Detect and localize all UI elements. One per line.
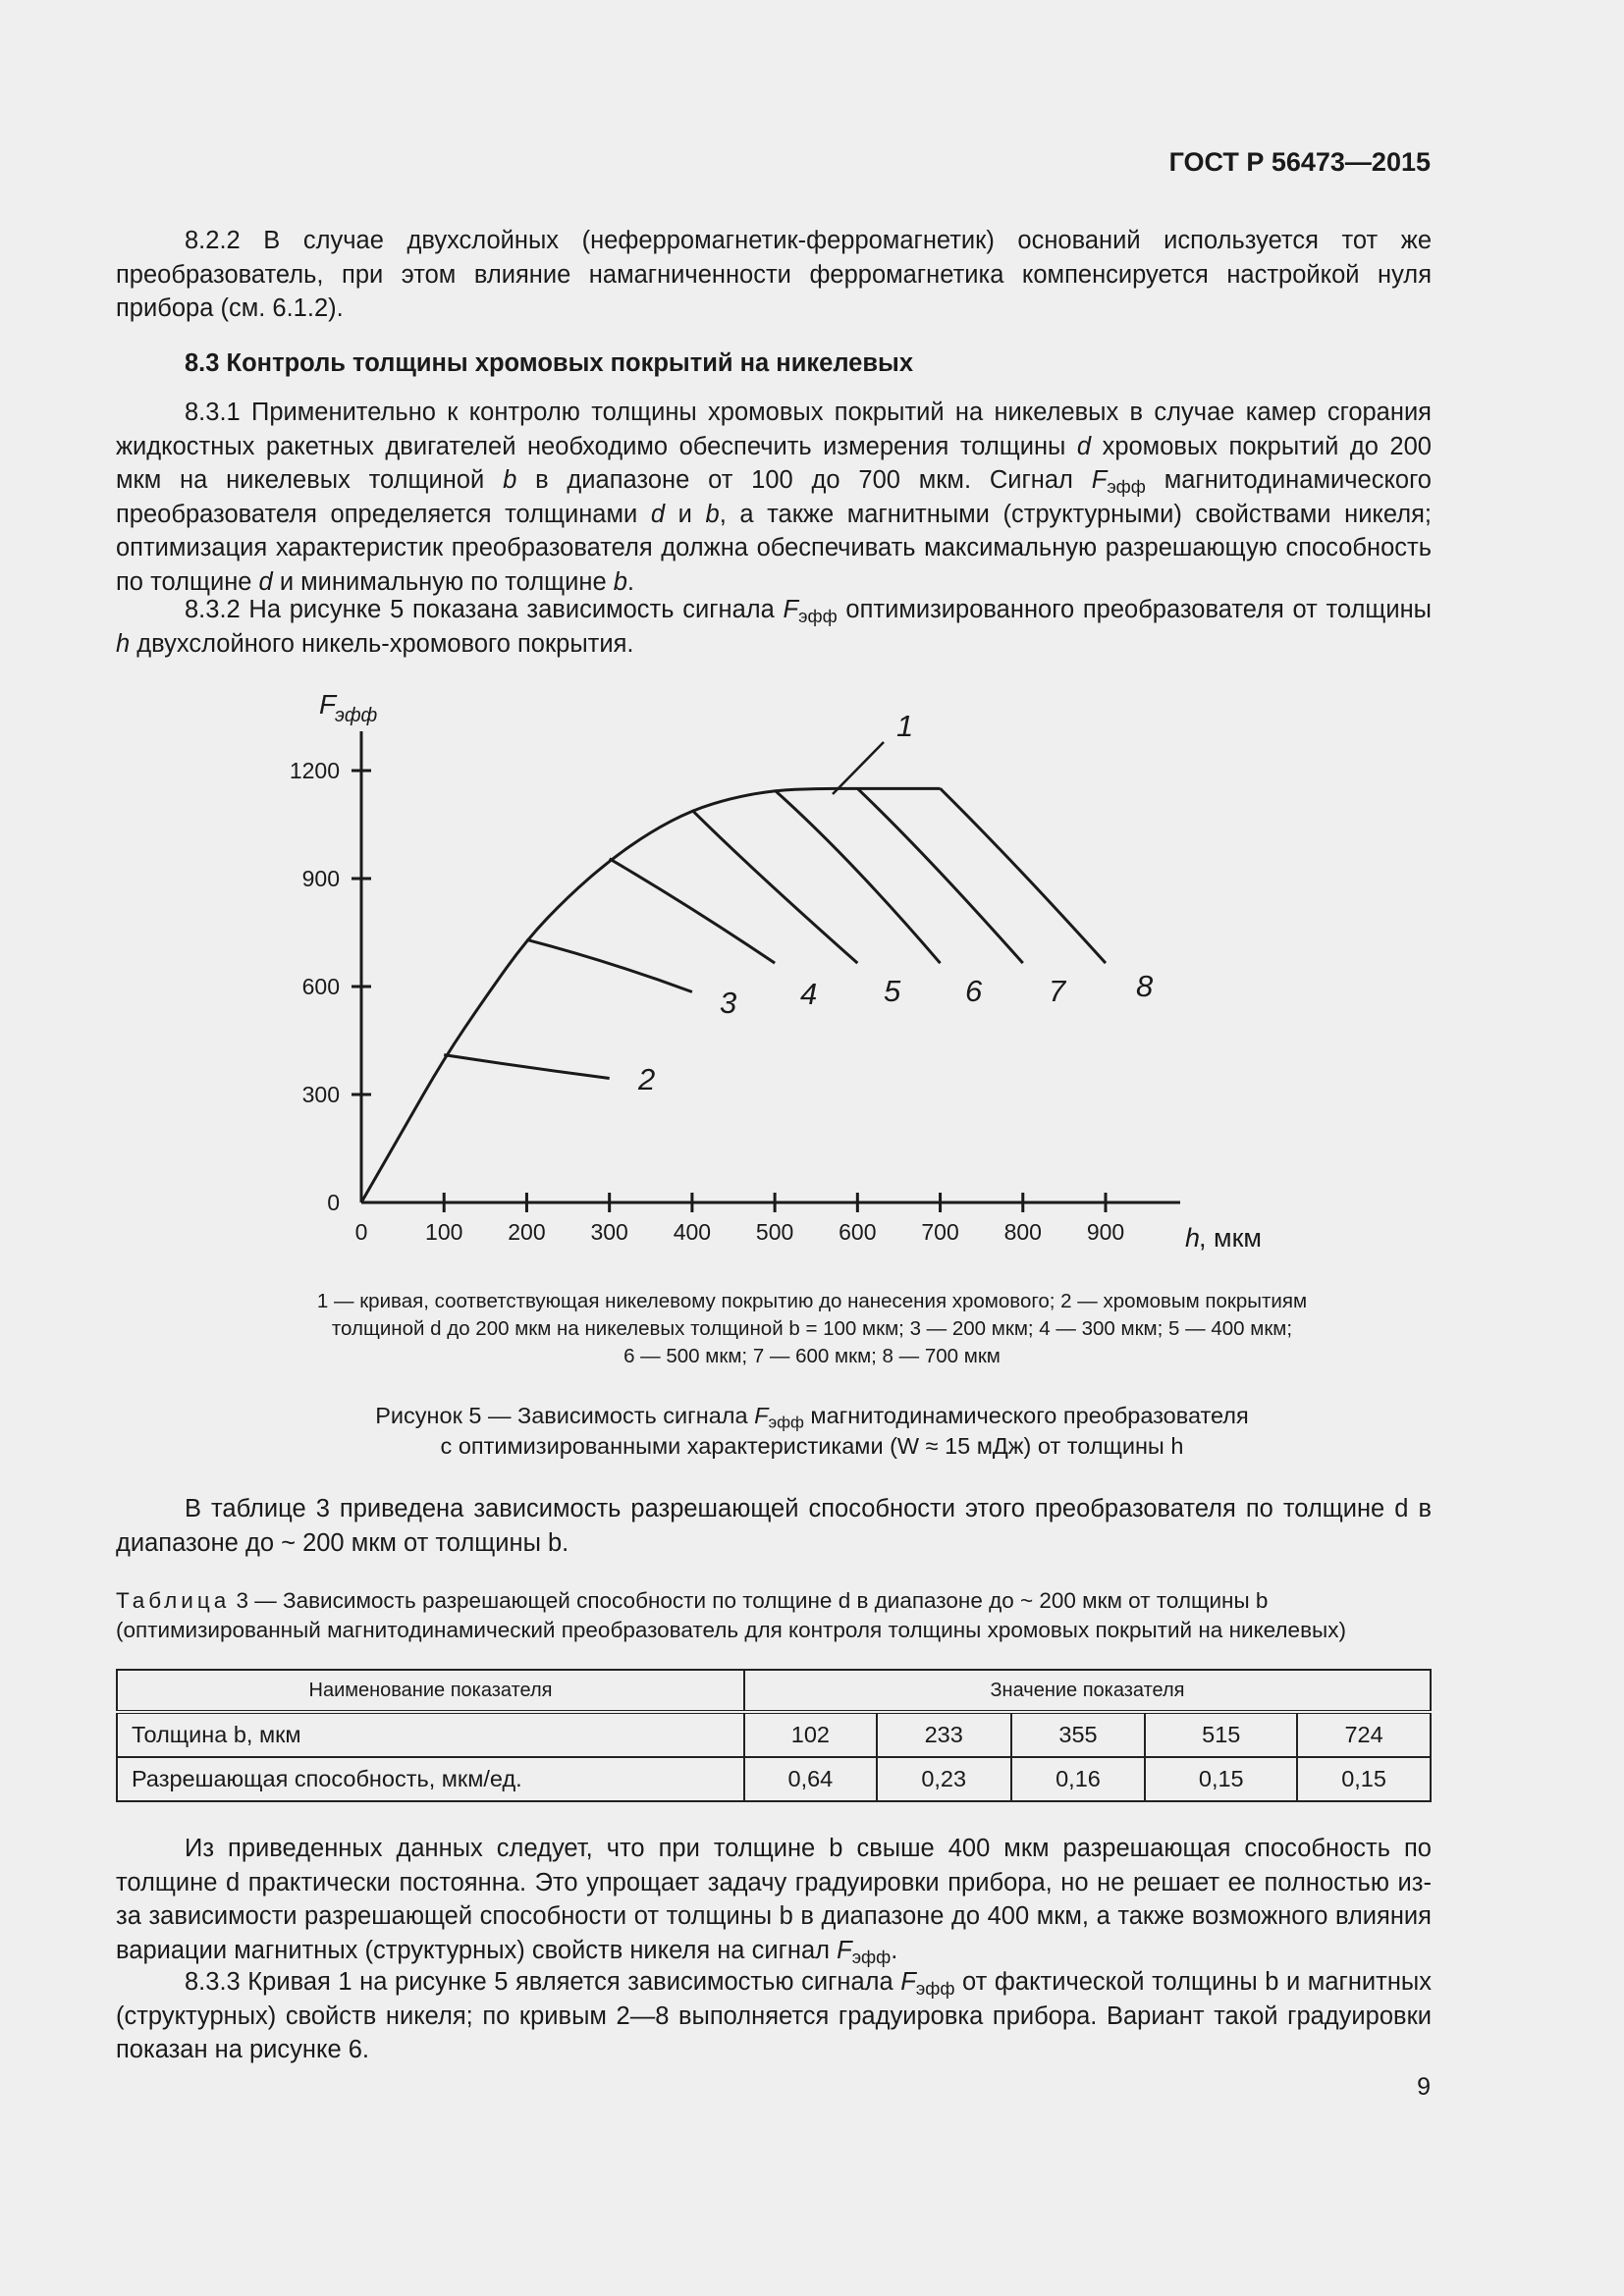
curve-label-8: 8 — [1136, 969, 1154, 1003]
row-label: Толщина b, мкм — [117, 1712, 744, 1757]
curve-label-5: 5 — [884, 974, 901, 1008]
y-axis-label: F — [319, 689, 337, 720]
curve-7 — [857, 788, 1022, 963]
curve-3 — [526, 939, 691, 991]
curve-2 — [444, 1055, 609, 1079]
paragraph-8-3-2: 8.3.2 На рисунке 5 показана зависимость сигнала $F_{эфф}$ оптимизированного преобразователя от толщины h двухслойного никель-хромового покрытия. — [116, 596, 1433, 658]
curve-1 — [361, 788, 941, 1202]
curve-label-7: 7 — [1049, 974, 1066, 1008]
y-tick-label: 900 — [301, 866, 340, 891]
paragraph-after-table: Из приведенных данных следует, что при толщине b свыше 400 мкм разрешающая способность по толщине d практически постоянна. Это упрощает задачу градуировки прибора, но не решает ее полностью из-за зависимости разрешающей способности от толщины b в диапазоне до 400 мкм, а также возможного влияния вариации магнитных (структурных) свойств никеля на сигнал $F_{эфф}$. — [116, 1835, 1432, 1967]
curve-label-2: 2 — [638, 1062, 656, 1096]
table-cell: 102 — [744, 1712, 877, 1757]
legend-line-3: 6 — 500 мкм; 7 — 600 мкм; 8 — 700 мкм — [623, 1345, 1001, 1367]
curve-5 — [692, 810, 857, 963]
page-number: 9 — [1417, 2073, 1431, 2101]
table-3 — [116, 1669, 1432, 1802]
section-heading-8-3: 8.3 Контроль толщины хромовых покрытий на никелевых — [185, 349, 914, 377]
x-tick-label: 800 — [1003, 1219, 1042, 1245]
y-tick-label: 1200 — [289, 758, 340, 783]
table-header-row — [117, 1670, 1431, 1712]
table-row — [117, 1757, 1431, 1801]
figure-legend — [196, 1288, 1428, 1370]
curve-label-1: 1 — [896, 709, 914, 743]
caption-line-2: с оптимизированными характеристиками (W ≈ 15 мДж) от толщины h — [440, 1433, 1184, 1459]
x-tick-label: 600 — [839, 1219, 877, 1245]
table-cell: 0,23 — [877, 1757, 1011, 1801]
table-cell: 0,15 — [1297, 1757, 1431, 1801]
row-label: Разрешающая способность, мкм/ед. — [117, 1757, 744, 1801]
x-tick-label: 900 — [1086, 1219, 1125, 1245]
table-cell: 355 — [1011, 1712, 1146, 1757]
curve-1-leader — [833, 742, 884, 794]
table-cell: 0,15 — [1145, 1757, 1297, 1801]
paragraph-8-3-3: 8.3.3 Кривая 1 на рисунке 5 является зависимостью сигнала $F_{эфф}$ от фактической толщины b и магнитных (структурных) свойств никеля; по кривым 2—8 выполняется градуировка прибора. Вариант такой градуировки показан на рисунке 6. — [116, 1968, 1432, 2063]
y-tick-label: 0 — [327, 1190, 340, 1215]
x-axis-label-var: h — [1185, 1223, 1201, 1253]
table-cell: 515 — [1145, 1712, 1297, 1757]
figure-5 — [0, 677, 1624, 1306]
signal-chart — [0, 677, 1624, 1306]
x-tick-label: 400 — [673, 1219, 712, 1245]
x-axis-label-unit: , мкм — [1199, 1223, 1262, 1253]
x-tick-label: 300 — [590, 1219, 628, 1245]
curve-label-6: 6 — [965, 974, 983, 1008]
curve-4 — [610, 859, 775, 963]
table-cell: 0,64 — [744, 1757, 877, 1801]
table-3-title: Таблица 3 — Зависимость разрешающей способности по толщине d в диапазоне до ~ 200 мкм от толщины b (оптимизированный магнитодинамический преобразователь для контроля толщины хромовых покрытий на никелевых) — [116, 1588, 1346, 1642]
curve-6 — [775, 790, 940, 963]
x-tick-label: 700 — [921, 1219, 959, 1245]
header-cell-value: Значение показателя — [744, 1670, 1431, 1712]
paragraph-8-2-2: 8.2.2 В случае двухслойных (неферромагнетик-ферромагнетик) оснований используется тот же преобразователь, при этом влияние намагниченности ферромагнетика компенсируется настройкой нуля прибора (см. 6.1.2). — [116, 227, 1432, 322]
legend-line-1: 1 — кривая, соответствующая никелевому покрытию до нанесения хромового; 2 — хромовым покрытиям — [316, 1290, 1308, 1312]
y-tick-label: 600 — [301, 974, 340, 999]
curve-8 — [941, 788, 1106, 963]
x-tick-label: 0 — [354, 1219, 368, 1245]
x-tick-label: 200 — [508, 1219, 546, 1245]
paragraph-8-3-1: 8.3.1 Применительно к контролю толщины хромовых покрытий на никелевых в случае камер сгорания жидкостных ракетных двигателей необходимо обеспечить измерения толщины d хромовых покрытий до 200 мкм на никелевых толщиной b в диапазоне от 100 до 700 мкм. Сигнал $F_{эфф}$ магнитодинамического преобразователя определяется толщинами d и b, а также магнитными (структурными) свойствами никеля; оптимизация характеристик преобразователя должна обеспечивать максимальную разрешающую способность по толщине d и минимальную по толщине b. — [116, 399, 1432, 596]
curve-label-4: 4 — [800, 977, 818, 1011]
header-cell-name: Наименование показателя — [117, 1670, 744, 1712]
x-tick-label: 100 — [425, 1219, 463, 1245]
y-tick-label: 300 — [301, 1082, 340, 1107]
table-row — [117, 1712, 1431, 1757]
x-tick-label: 500 — [755, 1219, 794, 1245]
standard-header: ГОСТ Р 56473—2015 — [1168, 147, 1431, 177]
curve-label-3: 3 — [720, 986, 737, 1020]
paragraph-table-intro: В таблице 3 приведена зависимость разрешающей способности этого преобразователя по толщине d в диапазоне до ~ 200 мкм от толщины b. — [116, 1495, 1432, 1557]
table-cell: 233 — [877, 1712, 1011, 1757]
y-axis-label-subscript: эфф — [335, 705, 378, 726]
table-cell: 0,16 — [1011, 1757, 1146, 1801]
figure-caption — [196, 1401, 1428, 1462]
table-cell: 724 — [1297, 1712, 1431, 1757]
caption-line-1: Рисунок 5 — Зависимость сигнала $F_{эфф}$ магнитодинамического преобразователя — [375, 1403, 1249, 1432]
legend-line-2: толщиной d до 200 мкм на никелевых толщиной b = 100 мкм; 3 — 200 мкм; 4 — 300 мкм; 5 — 400 мкм; — [331, 1317, 1293, 1340]
